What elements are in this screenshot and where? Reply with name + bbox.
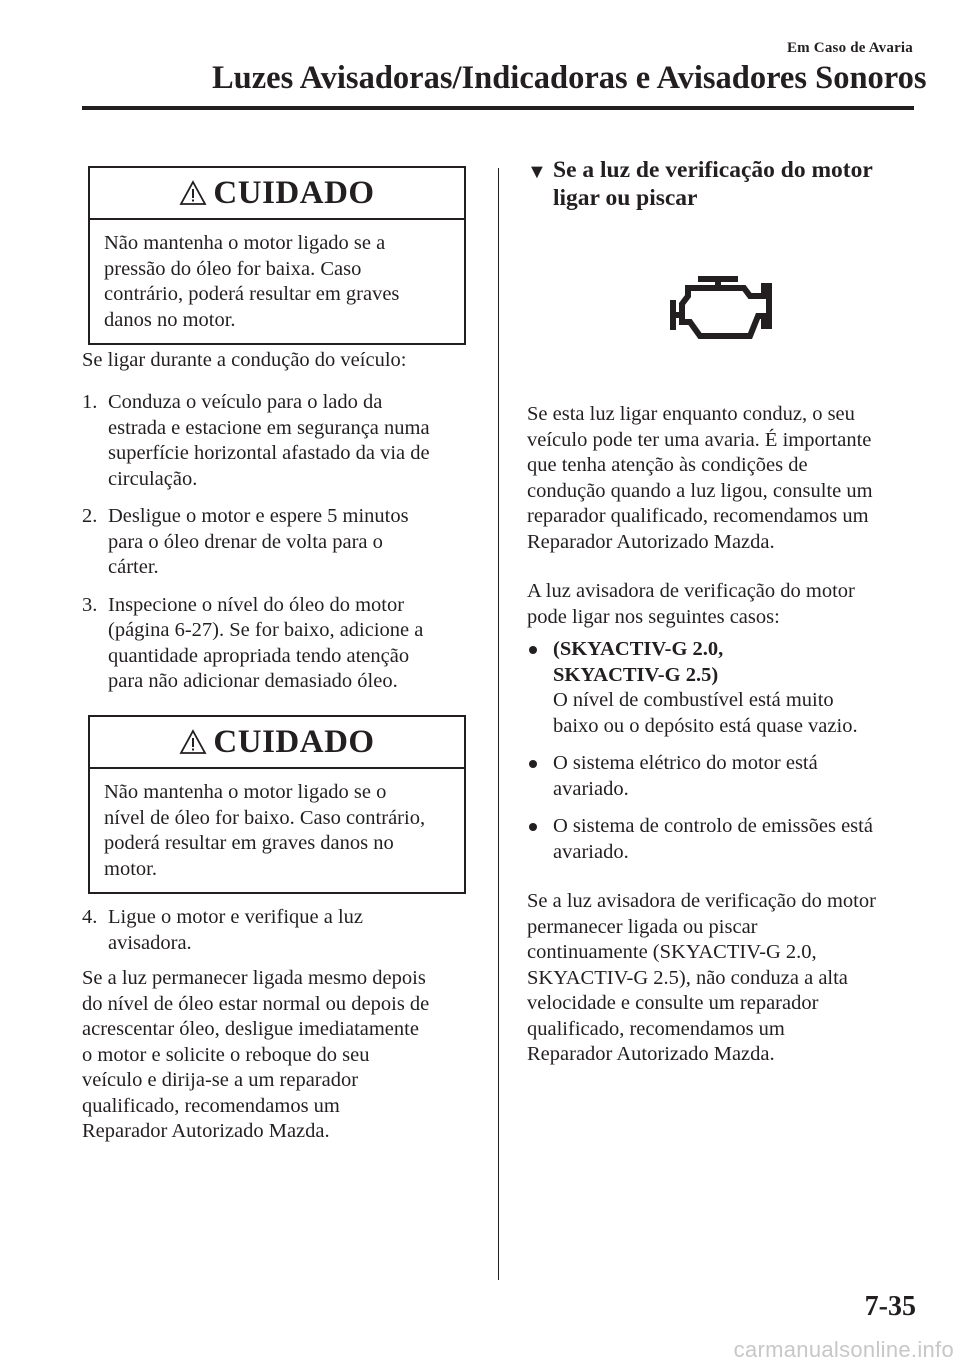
text-line: veículo pode ter uma avaria. É importante <box>527 428 872 451</box>
caution-line: contrário, poderá resultar em graves <box>104 283 400 305</box>
step-line: Conduza o veículo para o lado da <box>108 391 383 413</box>
list-item <box>527 751 927 802</box>
step-number: 4. <box>82 906 98 928</box>
text-line: Se a luz avisadora de verificação do motor <box>527 890 876 912</box>
text-line: do nível de óleo estar normal ou depois de <box>82 992 430 1015</box>
caution-line: motor. <box>104 857 157 880</box>
text-line: Reparador Autorizado Mazda. <box>527 530 775 553</box>
check-engine-icon <box>670 274 790 344</box>
bullet-icon <box>529 823 537 831</box>
list-item <box>82 504 474 581</box>
text-line: Se esta luz ligar enquanto conduz, o seu <box>527 403 855 425</box>
text-line: o motor e solicite o reboque do seu <box>82 1043 370 1066</box>
text-line: O sistema de controlo de emissões está <box>553 815 873 837</box>
caution-header <box>90 717 464 769</box>
text-line: baixo ou o depósito está quase vazio. <box>553 714 858 737</box>
bullet-icon <box>529 760 537 768</box>
text-line: A luz avisadora de verificação do motor <box>527 580 855 602</box>
text-line: Reparador Autorizado Mazda. <box>527 1043 775 1065</box>
text-line: continuamente (SKYACTIV-G 2.0, <box>527 941 817 963</box>
text-line: acrescentar óleo, desligue imediatamente <box>82 1018 419 1040</box>
step-line: superfície horizontal afastado da via de <box>108 442 430 464</box>
list-item <box>527 814 927 865</box>
list-item <box>82 593 474 695</box>
text-line: (SKYACTIV-G 2.0, <box>553 638 724 660</box>
heading-line: Se a luz de verificação do motor <box>553 157 873 183</box>
text-line: Se a luz permanecer ligada mesmo depois <box>82 967 426 989</box>
caution-box-oil-pressure <box>88 166 466 345</box>
column-divider <box>498 168 499 1280</box>
list-item <box>82 905 474 956</box>
heading-line: ligar ou piscar <box>553 185 698 211</box>
heading-marker: ▼ <box>527 161 547 183</box>
caution-line: pressão do óleo for baixa. Caso <box>104 257 362 280</box>
step-line: Desligue o motor e espere 5 minutos <box>108 505 409 527</box>
page-title: Luzes Avisadoras/Indicadoras e Avisadores Sonoros <box>212 60 927 96</box>
header-rule <box>82 106 914 110</box>
paragraph-light-meaning <box>527 402 927 555</box>
text-line: avariado. <box>553 840 629 863</box>
step-number: 2. <box>82 505 98 527</box>
step-line: avisadora. <box>108 931 192 954</box>
caution-title: CUIDADO <box>213 723 375 760</box>
caution-header <box>90 168 464 220</box>
caution-body <box>90 220 464 343</box>
step-line: (página 6-27). Se for baixo, adicione a <box>108 619 424 641</box>
text-line: O sistema elétrico do motor está <box>553 752 818 774</box>
steps-list <box>82 390 474 695</box>
list-item <box>527 637 927 739</box>
caution-line: nível de óleo for baixo. Caso contrário, <box>104 806 426 829</box>
caution-title: CUIDADO <box>213 174 375 211</box>
step-line: circulação. <box>108 467 198 490</box>
caution-line: poderá resultar em graves danos no <box>104 832 394 854</box>
text-line: condução quando a luz ligou, consulte um <box>527 479 873 502</box>
text-line: veículo e dirija-se a um reparador <box>82 1069 359 1091</box>
paragraph-persistent-light <box>527 889 927 1068</box>
text-line: Reparador Autorizado Mazda. <box>82 1120 330 1142</box>
header-section-label: Em Caso de Avaria <box>786 40 913 56</box>
text-line: SKYACTIV-G 2.5) <box>553 663 719 686</box>
cases-list <box>527 637 927 865</box>
warning-triangle-icon <box>179 729 207 755</box>
warning-triangle-icon <box>179 180 207 206</box>
step-line: Ligue o motor e verifique a luz <box>108 906 364 928</box>
step-line: Inspecione o nível do óleo do motor <box>108 593 405 616</box>
text-line: permanecer ligada ou piscar <box>527 915 758 938</box>
bullet-icon <box>529 646 537 654</box>
section-heading <box>527 156 927 212</box>
steps-list-continued <box>82 905 474 956</box>
caution-body <box>90 769 464 892</box>
watermark: carmanualsonline.info <box>733 1337 954 1362</box>
caution-box-oil-level <box>88 715 466 894</box>
step-number: 1. <box>82 391 98 413</box>
step-number: 3. <box>82 593 98 616</box>
step-line: cárter. <box>108 556 159 578</box>
text-line: velocidade e consulte um reparador <box>527 992 819 1014</box>
step-line: quantidade apropriada tendo atenção <box>108 644 410 667</box>
step-line: estrada e estacione em segurança numa <box>108 416 430 439</box>
step-line: para não adicionar demasiado óleo. <box>108 670 398 692</box>
text-line: que tenha atenção às condições de <box>527 454 808 476</box>
text-line: avariado. <box>553 777 629 800</box>
page-number: 7-35 <box>864 1291 916 1322</box>
paragraph-cases-intro <box>527 579 927 630</box>
text-line: reparador qualificado, recomendamos um <box>527 505 869 527</box>
intro-text: Se ligar durante a condução do veículo: <box>82 349 407 371</box>
closing-paragraph <box>82 966 482 1145</box>
list-item <box>82 390 474 492</box>
caution-line: Não mantenha o motor ligado se a <box>104 232 386 254</box>
step-line: para o óleo drenar de volta para o <box>108 530 383 553</box>
text-line: qualificado, recomendamos um <box>82 1094 340 1117</box>
caution-line: Não mantenha o motor ligado se o <box>104 781 387 803</box>
text-line: O nível de combustível está muito <box>553 689 834 711</box>
text-line: pode ligar nos seguintes casos: <box>527 605 780 628</box>
text-line: qualificado, recomendamos um <box>527 1017 785 1040</box>
caution-line: danos no motor. <box>104 308 236 331</box>
text-line: SKYACTIV-G 2.5), não conduza a alta <box>527 966 848 989</box>
